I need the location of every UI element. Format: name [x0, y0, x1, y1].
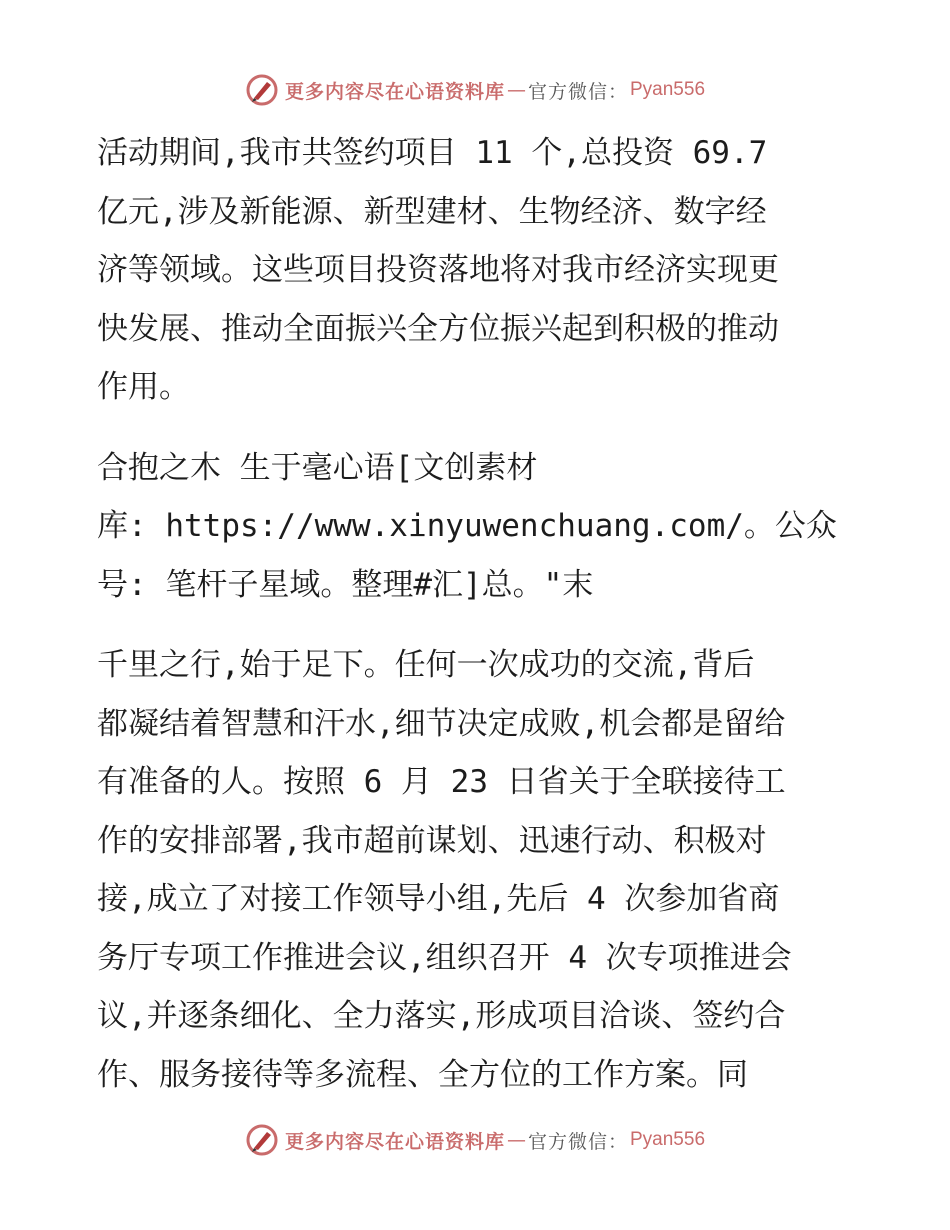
- paragraph-preparation: 千里之行,始于足下。任何一次成功的交流,背后 都凝结着智慧和汗水,细节决定成败,机会都是留给 有准备的人。按照 6 月 23 日省关于全联接待工 作的安排部署,我市超前谋划、迅速行动、积极对 接,成立了对接工作领导小组,先后 4 次参加省商 务厅专项工作推进会议,组织召开 4 次专项推进会 议,并逐条细化、全力落实,形成项目洽谈、签约合 作、服务接待等多流程、全方位的工作方案。同: [97, 647, 792, 1093]
- pen-logo-icon: [245, 73, 279, 107]
- footer-wechat-id: Pyan556: [630, 1129, 706, 1150]
- footer-watermark-banner: [0, 1120, 950, 1160]
- paragraph-signing-summary: 活动期间,我市共签约项目 11 个,总投资 69.7 亿元,涉及新能源、新型建材、生物经济、数字经 济等领域。这些项目投资落地将对我市经济实现更 快发展、推动全面振兴全方位振兴起到积极的推动 作用。: [97, 135, 779, 405]
- footer-separator: —: [506, 1129, 526, 1151]
- footer-wechat-label: 官方微信：: [527, 1130, 628, 1153]
- document-body: [97, 124, 857, 1104]
- header-site-text: 更多内容尽在心语资料库: [284, 80, 505, 103]
- pen-logo-icon: [245, 1123, 279, 1157]
- paragraph-source-note: 合抱之木 生于毫心语[文创素材 库: https://www.xinyuwenchuang.com/。公众 号: 笔杆子星域。整理#汇]总。"末: [97, 449, 837, 603]
- header-wechat-label: 官方微信：: [527, 80, 628, 103]
- header-separator: —: [506, 79, 526, 101]
- header-watermark-banner: [0, 70, 950, 110]
- footer-site-text: 更多内容尽在心语资料库: [284, 1130, 505, 1153]
- header-wechat-id: Pyan556: [630, 79, 706, 100]
